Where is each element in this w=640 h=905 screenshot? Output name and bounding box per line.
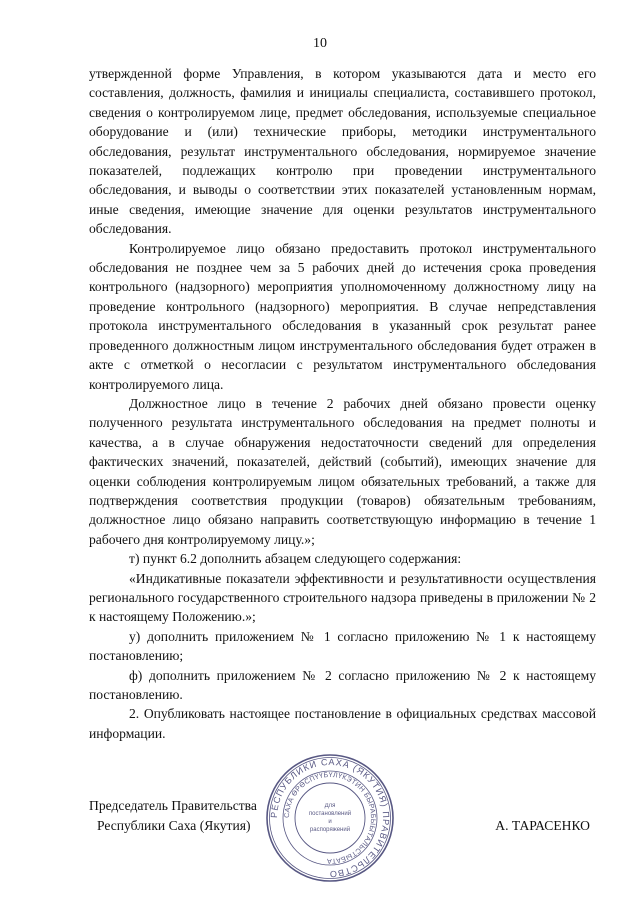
signatory-name: А. ТАРАСЕНКО (495, 818, 590, 833)
seal-center-line: и (328, 819, 332, 825)
seal-inner-text: САХА ӨРӨСПҮҮБҮЛҮКЭТИН БЫРАБЫЫТАЛЬСТЫБАТА (283, 771, 377, 865)
paragraph-continuation: утвержденной форме Управления, в котором указываются дата и место его составления, должность, фамилия и инициалы специалиста, составившего протокол, сведения о контролируемом лице, предмет обследования, используемые специальное оборудование и (или) технические приборы, методики инструментального обследования, результат инструментального обследования, нормируемое значение показателей, подлежащих контролю при проведении инструментального обследования, и выводы о соответствии этих показателей установленным нормам, иные сведения, имеющие значение для оценки результатов инструментального обследования. (89, 66, 596, 237)
paragraph-publish: 2. Опубликовать настоящее постановление в официальных средствах массовой информации. (89, 706, 596, 741)
signatory-title-line2: Республики Саха (Якутия) (97, 818, 251, 833)
svg-text:САХА ӨРӨСПҮҮБҮЛҮКЭТИН БЫРАБЫЫТ (284, 772, 376, 864)
official-seal (264, 752, 396, 884)
paragraph-official-assessment: Должностное лицо в течение 2 рабочих дней обязано провести оценку полученного результата инструментального обследования на предмет полноты и качества, а в случае обнаружения недостаточности сведений для определения фактических значений, показателей, действий (событий), имеющих значение для оценки соблюдения контролируемым лицом обязательных требований, а также для подтверждения соответствия продукции (товаров) обязательным требованиям, должностное лицо обязано направить соответствующую информацию в течение 1 рабочего дня контролируемому лицу.»; (89, 395, 596, 547)
paragraph-indicative-quote: «Индикативные показатели эффективности и результативности осуществления регионального государственного строительного надзора приведены в приложении № 2 к настоящему Положению.»; (89, 570, 596, 625)
signatory-title-line1: Председатель Правительства (89, 798, 257, 813)
paragraph-protocol-obligation: Контролируемое лицо обязано предоставить протокол инструментального обследования не позднее чем за 5 рабочих дней до истечения срока проведения контрольного (надзорного) мероприятия уполномоченному должностному лицу на проведение контрольного (надзорного) мероприятия. В случае непредставления протокола инструментального обследования в указанный срок результат ранее проведенного должностным лицом инструментального обследования будет отражен в акте с отметкой о несогласии с результатом инструментального обследования контролируемого лица. (89, 240, 596, 392)
seal-center-line: постановлений (308, 811, 352, 817)
paragraph-item-u: у) дополнить приложением № 1 согласно приложению № 1 к настоящему постановлению; (89, 628, 596, 664)
seal-outer-text: РЕСПУБЛИКИ САХА (ЯКУТИЯ) ПРАВИТЕЛЬСТВО (268, 756, 392, 880)
seal-center-line: Для (324, 803, 336, 809)
seal-center-line: распоряжений (309, 827, 351, 833)
paragraph-item-f: ф) дополнить приложением № 2 согласно приложению № 2 к настоящему постановлению. (89, 667, 596, 702)
paragraph-item-t: т) пункт 6.2 дополнить абзацем следующего содержания: (129, 551, 462, 567)
page-number: 10 (313, 36, 327, 51)
document-body (89, 64, 596, 743)
